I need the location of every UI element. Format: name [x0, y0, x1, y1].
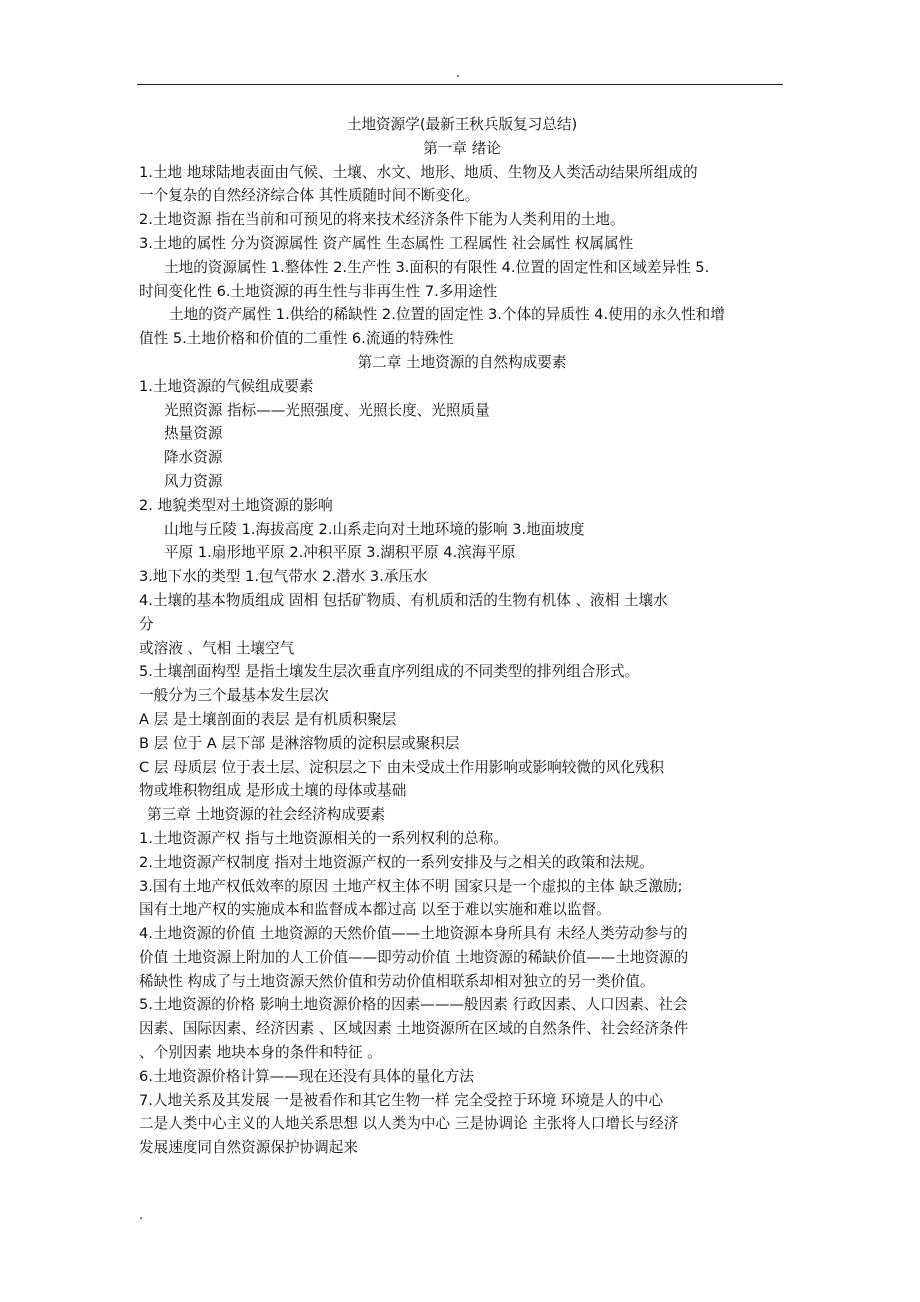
header-rule — [137, 84, 783, 85]
text-line: 3.地下水的类型 1.包气带水 2.潜水 3.承压水 — [139, 568, 428, 586]
text-line: 、个别因素 地块本身的条件和特征 。 — [139, 1044, 382, 1062]
text-line: 3.土地的属性 分为资源属性 资产属性 生态属性 工程属性 社会属性 权属属性 — [139, 234, 634, 252]
text-line: 光照资源 指标——光照强度、光照长度、光照质量 — [164, 401, 490, 419]
chapter-2-heading: 第二章 土地资源的自然构成要素 — [357, 353, 567, 371]
chapter-1-heading: 第一章 绪论 — [423, 139, 501, 157]
header-mark: . — [456, 66, 461, 81]
text-line: 一般分为三个最基本发生层次 — [139, 687, 329, 705]
text-line: 或溶液 、气相 土壤空气 — [139, 639, 295, 657]
text-line: 平原 1.扇形地平原 2.冲积平原 3.湖积平原 4.滨海平原 — [164, 544, 516, 562]
document-body — [139, 113, 785, 1160]
text-line: A 层 是土壤剖面的表层 是有机质积聚层 — [139, 710, 397, 728]
text-line: 发展速度同自然资源保护协调起来 — [139, 1139, 358, 1157]
footer-mark: . — [139, 1208, 144, 1223]
doc-title: 土地资源学(最新王秋兵版复习总结) — [346, 116, 578, 133]
text-line: 4.土地资源的价值 土地资源的天然价值——土地资源本身所具有 未经人类劳动参与的 — [139, 925, 688, 943]
text-line: 土地的资源属性 1.整体性 2.生产性 3.面积的有限性 4.位置的固定性和区域差异性 5. — [164, 258, 710, 276]
text-line: 价值 土地资源上附加的人工价值——即劳动价值 土地资源的稀缺价值——土地资源的 — [139, 948, 689, 966]
text-line: B 层 位于 A 层下部 是淋溶物质的淀积层或聚积层 — [139, 734, 460, 752]
text-line: 风力资源 — [164, 472, 223, 490]
text-line: 热量资源 — [164, 425, 223, 443]
text-line: 山地与丘陵 1.海拔高度 2.山系走向对土地环境的影响 3.地面坡度 — [164, 520, 585, 538]
text-line: 2. 地貌类型对土地资源的影响 — [139, 496, 333, 514]
text-line: 降水资源 — [164, 449, 223, 467]
text-line: 分 — [139, 615, 154, 633]
text-line: 3.国有土地产权低效率的原因 土地产权主体不明 国家只是一个虚拟的主体 缺乏激励; — [139, 877, 683, 895]
text-line: 1.土地资源的气候组成要素 — [139, 377, 314, 395]
text-line: 6.土地资源价格计算——现在还没有具体的量化方法 — [139, 1067, 474, 1085]
text-line: 土地的资产属性 1.供给的稀缺性 2.位置的固定性 3.个体的异质性 4.使用的永久性和增 — [169, 306, 725, 324]
text-line: 7.人地关系及其发展 一是被看作和其它生物一样 完全受控于环境 环境是人的中心 — [139, 1091, 664, 1109]
text-line: 2.土地资源产权制度 指对土地资源产权的一系列安排及与之相关的政策和法规。 — [139, 853, 654, 871]
text-line: 5.土壤剖面构型 是指土壤发生层次垂直序列组成的不同类型的排列组合形式。 — [139, 663, 640, 681]
text-line: 二是人类中心主义的人地关系思想 以人类为中心 三是协调论 主张将人口增长与经济 — [139, 1115, 679, 1133]
text-line: 5.土地资源的价格 影响土地资源价格的因素———般因素 行政因素、人口因素、社会 — [139, 996, 688, 1014]
text-line: 一个复杂的自然经济综合体 其性质随时间不断变化。 — [139, 187, 480, 205]
text-line: C 层 母质层 位于表土层、淀积层之下 由未受成土作用影响或影响较微的风化残积 — [139, 758, 664, 776]
text-line: 2.土地资源 指在当前和可预见的将来技术经济条件下能为人类利用的土地。 — [139, 211, 625, 229]
text-line: 4.土壤的基本物质组成 固相 包括矿物质、有机质和活的生物有机体 、液相 土壤水 — [139, 591, 668, 609]
text-line: 1.土地 地球陆地表面由气候、土壤、水文、地形、地质、生物及人类活动结果所组成的 — [139, 163, 698, 181]
chapter-3-heading: 第三章 土地资源的社会经济构成要素 — [147, 806, 386, 824]
text-line: 因素、国际因素、经济因素 、区域因素 土地资源所在区域的自然条件、社会经济条件 — [139, 1020, 689, 1038]
text-line: 物或堆积物组成 是形成土壤的母体或基础 — [139, 782, 407, 800]
text-line: 时间变化性 6.土地资源的再生性与非再生性 7.多用途性 — [139, 282, 498, 300]
text-line: 值性 5.土地价格和价值的二重性 6.流通的特殊性 — [139, 330, 454, 348]
text-line: 稀缺性 构成了与土地资源天然价值和劳动价值相联系却相对独立的另一类价值。 — [139, 972, 655, 990]
text-line: 国有土地产权的实施成本和监督成本都过高 以至于难以实施和难以监督。 — [139, 901, 611, 919]
text-line: 1.土地资源产权 指与土地资源相关的一系列权利的总称。 — [139, 829, 508, 847]
